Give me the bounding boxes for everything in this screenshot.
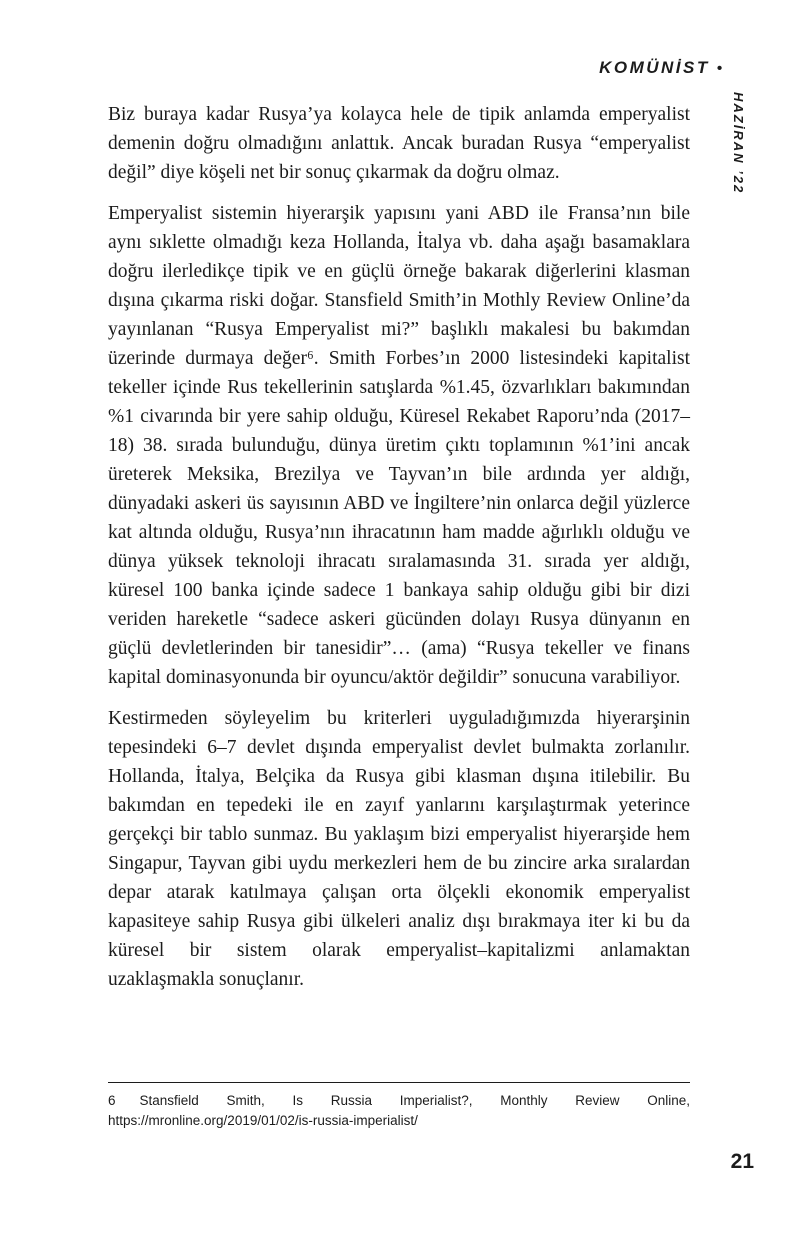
issue-date-vertical: HAZİRAN ’22 <box>731 92 746 195</box>
masthead-bullet-icon: • <box>716 60 722 77</box>
paragraph: Kestirmeden söyleyelim bu kriterleri uyguladığımızda hiyerarşinin tepesindeki 6–7 devlet dışında emperyalist devlet bulmakta zorlanılır. Hollanda, İtalya, Belçika da Rusya gibi klasman dışına itilebilir. Bu bakımdan en tepedeki ile en zayıf yanlarını karşılaştırmak yeterince gerçekçi bir tablo sunmaz. Bu yaklaşım bizi emperyalist hiyerarşide hem Singapur, Tayvan gibi uydu merkezleri hem de bu zincire arka sıralardan depar atarak katılmaya çalışan orta ölçekli ekonomik emperyalist kapasiteye sahip Rusya gibi ülkeleri analiz dışı bırakmaya iter ki bu da küresel bir sistem olarak emperyalist–kapitalizmi anlamaktan uzaklaşmakla sonuçlanır. <box>108 708 690 990</box>
paragraph: Emperyalist sistemin hiyerarşik yapısını yani ABD ile Fransa’nın bile aynı sıklette olmadığı keza Hollanda, İtalya vb. daha aşağı basamaklara doğru ilerledikçe tipik ve en güçlü örneğe bakarak diğerlerini klasman dışına çıkarma riski doğar. Stansfield Smith’in Mothly Review Online’da yayınlanan “Rusya Emperyalist mi?” başlıklı makalesi bu bakımdan üzerinde durmaya değer⁶. Smith Forbes’ın 2000 listesindeki kapitalist tekeller içinde Rus tekellerinin satışlarda %1.45, özvarlıkları bakımından %1 civarında bir yere sahip olduğu, Küresel Rekabet Raporu’nda (2017–18) 38. sırada bulunduğu, dünya üretim çıktı toplamının %1’ini ancak üreterek Meksika, Brezilya ve Tayvan’ın bile ardında yer aldığı, dünyadaki askeri üs sayısının ABD ve İngiltere’nin onlarca değil yüzlerce kat altında olduğu, Rusya’nın ihracatının ham madde ağırlıklı olduğu ve dünya yüksek teknoloji ihracatı sıralamasında 31. sırada yer aldığı, küresel 100 banka içinde sadece 1 bankaya sahip olduğu gibi bir dizi veriden hareketle “sadece askeri gücünden dolayı Rusya dünyanın en güçlü devletlerinden bir tanesidir”… (ama) “Rusya tekeller ve finans kapital dominasyonunda bir oyuncu/aktör değildir” sonucuna varabiliyor. <box>108 203 690 688</box>
footnote-text: Stansfield Smith, Is Russia Imperialist?, Monthly Review Online, https://mronline.org/2019/01/02/is-russia-imperialist/ <box>108 1093 690 1128</box>
footnote-number: 6 <box>108 1093 116 1108</box>
footnote <box>108 1082 690 1131</box>
paragraph: Biz buraya kadar Rusya’ya kolayca hele de tipik anlamda emperyalist demenin doğru olmadığını anlattık. Ancak buradan Rusya “emperyalist değil” diye köşeli net bir sonuç çıkarmak da doğru olmaz. <box>108 104 690 183</box>
magazine-masthead <box>599 58 722 78</box>
article-body <box>108 100 690 1006</box>
magazine-title: KOMÜNİST <box>599 58 710 77</box>
page-number: 21 <box>730 1150 754 1173</box>
